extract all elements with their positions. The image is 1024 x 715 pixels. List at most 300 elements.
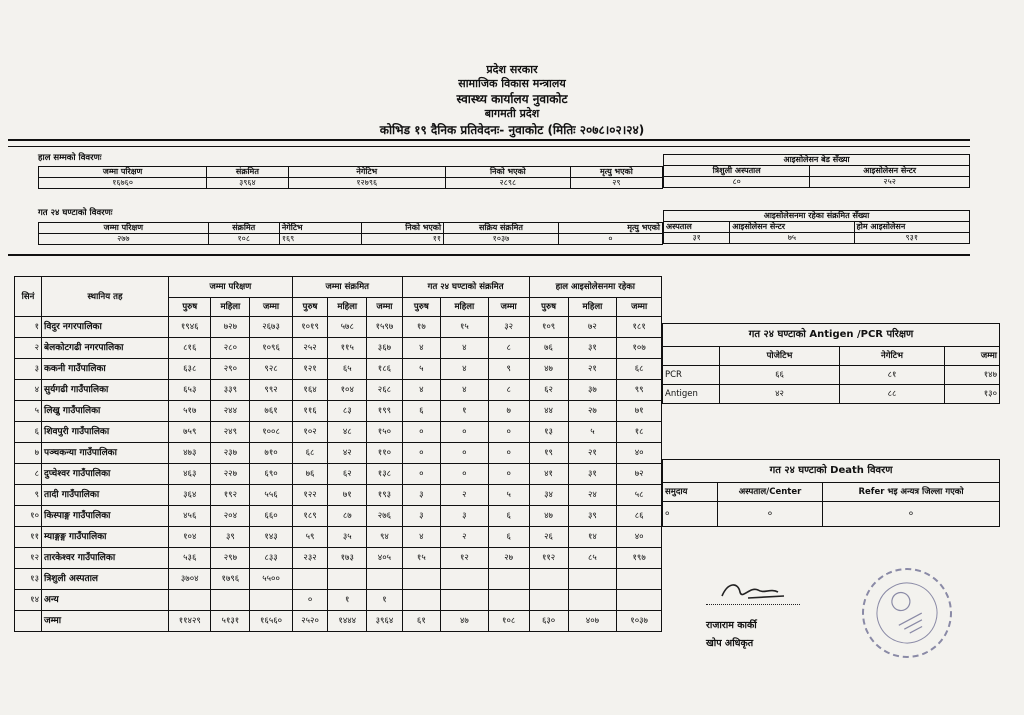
value-cell: १०९६ (250, 338, 292, 359)
value-cell: ८१ (839, 366, 944, 385)
value-cell: ४१ (529, 464, 568, 485)
value-cell: १८१ (617, 317, 662, 338)
value-cell: ८ (488, 338, 529, 359)
sn-cell: १ (15, 317, 42, 338)
value-cell: २ (440, 485, 488, 506)
value-cell: ४ (402, 338, 440, 359)
row-label: PCR (663, 366, 720, 385)
signatory-designation: खोप अधिकृत (706, 638, 754, 649)
total-value-cell: ५१३१ (211, 611, 250, 632)
value-cell (568, 590, 617, 611)
blank-header (663, 347, 720, 366)
value-cell: १९३ (367, 485, 403, 506)
value-cell: १९४६ (169, 317, 211, 338)
value-cell: ४ (402, 380, 440, 401)
value-cell: ८५ (568, 548, 617, 569)
value-cell: ४७ (529, 359, 568, 380)
total-row (15, 611, 662, 632)
value-cell: १७ (402, 317, 440, 338)
value-cell: ४२ (720, 385, 840, 404)
value-cell: ४२ (328, 443, 367, 464)
table-row (15, 527, 662, 548)
value-cell: ३५ (328, 527, 367, 548)
value-cell: ० (292, 590, 328, 611)
value-cell: १४७ (945, 366, 1000, 385)
value-cell: ५ (568, 422, 617, 443)
sn-cell: १२ (15, 548, 42, 569)
value-cell: ६६० (250, 506, 292, 527)
value-cell: २६८ (367, 380, 403, 401)
value-cell: ६ (488, 527, 529, 548)
sn-cell: ५ (15, 401, 42, 422)
value-cell: १५९७ (367, 317, 403, 338)
value-cell: ११६ (292, 401, 328, 422)
sn-cell: ९ (15, 485, 42, 506)
table-row (15, 338, 662, 359)
summary-total-label: हाल सम्मको विवरणः (38, 153, 102, 163)
value-cell: ७१ (617, 401, 662, 422)
value-cell: २७६ (367, 506, 403, 527)
sn-cell: ११ (15, 527, 42, 548)
value-cell: ८६ (617, 506, 662, 527)
col-header: जम्मा परिक्षण (39, 223, 209, 234)
stamp-emblem-icon (849, 555, 965, 671)
value-cell: २२७ (211, 464, 250, 485)
value-cell: ५५०० (250, 569, 292, 590)
value-cell: ० (440, 443, 488, 464)
value-cell: ३९ (568, 506, 617, 527)
value-cell: ३३९ (211, 380, 250, 401)
value-cell (328, 569, 367, 590)
value-cell: १८ (617, 422, 662, 443)
table-row (15, 380, 662, 401)
sn-cell (15, 611, 42, 632)
value-cell: ३६४ (169, 485, 211, 506)
value-cell: ० (488, 422, 529, 443)
value-cell: ३१ (568, 464, 617, 485)
value-cell: १७९६ (211, 569, 250, 590)
value-cell: ७५ (730, 233, 854, 244)
col-header: मृत्यु भएको (570, 167, 662, 178)
value-cell: ३१ (664, 233, 730, 244)
isolation-bed-title: आइसोलेसन बेड सँख्या (664, 155, 970, 166)
table-row (15, 485, 662, 506)
value-cell: ३ (440, 506, 488, 527)
value-cell (617, 590, 662, 611)
value-cell: १४ (568, 527, 617, 548)
local-level-name: ककनी गाउँपालिका (42, 359, 169, 380)
value-cell: ८१६ (169, 338, 211, 359)
value-cell: २९० (211, 359, 250, 380)
col-header: होम आइसोलेसन (854, 222, 969, 233)
value-cell (617, 569, 662, 590)
value-cell: ४७३ (169, 443, 211, 464)
report-title: कोभिड १९ दैनिक प्रतिवेदनः- नुवाकोट (मितिः २०७८।०२।२४) (379, 123, 645, 137)
value-cell: ९९ (617, 380, 662, 401)
local-level-table (14, 276, 662, 632)
value-cell: ० (402, 422, 440, 443)
value-cell: ६२ (328, 464, 367, 485)
col-header: समुदाय (663, 483, 718, 502)
col-header: जम्मा परिक्षण (39, 167, 207, 178)
value-cell: २४ (568, 485, 617, 506)
value-cell: ३४ (529, 485, 568, 506)
value-cell: २८० (211, 338, 250, 359)
value-cell: २५२ (292, 338, 328, 359)
col-header: अस्पताल (664, 222, 730, 233)
value-cell: १२७९६ (288, 178, 445, 189)
row-label: Antigen (663, 385, 720, 404)
sn-cell: १० (15, 506, 42, 527)
value-cell: २६७३ (250, 317, 292, 338)
sub-header: जम्मा (250, 298, 292, 317)
value-cell: ६३८ (169, 359, 211, 380)
value-cell: ३ (402, 485, 440, 506)
local-level-name: लिखु गाउँपालिका (42, 401, 169, 422)
local-level-name: तादी गाउँपालिका (42, 485, 169, 506)
sub-header: जम्मा (367, 298, 403, 317)
value-cell: ६२ (529, 380, 568, 401)
value-cell: ५८ (617, 485, 662, 506)
value-cell (529, 569, 568, 590)
col-header: नेगेटिभ (279, 223, 361, 234)
value-cell: १०२ (292, 422, 328, 443)
value-cell (488, 590, 529, 611)
antigen-pcr-title: गत २४ घण्टाको Antigen /PCR परिक्षण (663, 324, 1000, 347)
value-cell: ८७ (328, 506, 367, 527)
value-cell: १ (440, 401, 488, 422)
sub-header: महिला (328, 298, 367, 317)
table-row (15, 317, 662, 338)
value-cell: १५० (367, 422, 403, 443)
value-cell: १५ (402, 548, 440, 569)
signature-scribble (718, 578, 788, 606)
value-cell: ३६७ (367, 338, 403, 359)
value-cell: ५ (488, 485, 529, 506)
value-cell: ३ (402, 506, 440, 527)
value-cell (402, 590, 440, 611)
local-level-name: म्याङ्गङ्ग गाउँपालिका (42, 527, 169, 548)
signature-line (706, 604, 800, 605)
value-cell: ७१० (250, 443, 292, 464)
value-cell: १३ (529, 422, 568, 443)
sn-cell: २ (15, 338, 42, 359)
value-cell: ७ (488, 401, 529, 422)
value-cell: १९ (529, 443, 568, 464)
sn-cell: ७ (15, 443, 42, 464)
sn-cell: ४ (15, 380, 42, 401)
value-cell: २८९८ (445, 178, 570, 189)
value-cell: २५२ (810, 177, 970, 188)
value-cell: ३९६४ (207, 178, 288, 189)
local-level-name: पञ्चकन्या गाउँपालिका (42, 443, 169, 464)
table-row (15, 422, 662, 443)
value-cell: ९२८ (250, 359, 292, 380)
value-cell: ४६३ (169, 464, 211, 485)
value-cell: ४० (617, 443, 662, 464)
summary-24h-label: गत २४ घण्टाको विवरणः (38, 208, 113, 218)
value-cell: ११५ (328, 338, 367, 359)
group-header-infected: जम्मा संक्रमित (292, 277, 402, 298)
col-header: मृत्यु भएको (558, 223, 662, 234)
value-cell: ४ (440, 359, 488, 380)
col-header: आइसोलेसन सेन्टर (810, 166, 970, 177)
col-header: आइसोलेसन सेन्टर (730, 222, 854, 233)
value-cell: १०१९ (292, 317, 328, 338)
value-cell: ० (488, 464, 529, 485)
value-cell: ४ (440, 338, 488, 359)
local-level-name: शिवपुरी गाउँपालिका (42, 422, 169, 443)
group-header-tests: जम्मा परिक्षण (169, 277, 293, 298)
value-cell (402, 569, 440, 590)
value-cell: ८८ (839, 385, 944, 404)
value-cell: १०७ (617, 338, 662, 359)
value-cell: ३१ (568, 338, 617, 359)
value-cell: २ (440, 527, 488, 548)
value-cell: ७२७ (211, 317, 250, 338)
col-header: संक्रमित (207, 167, 288, 178)
title-rule (8, 139, 970, 141)
value-cell: १४३ (250, 527, 292, 548)
col-header: त्रिशुली अस्पताल (664, 166, 810, 177)
antigen-pcr-table (662, 323, 1000, 404)
isolation-count-table (663, 210, 970, 244)
summary-total-table (38, 166, 663, 189)
sn-cell: ६ (15, 422, 42, 443)
value-cell: १०४ (328, 380, 367, 401)
value-cell (367, 569, 403, 590)
col-header: नेगेटिभ (839, 347, 944, 366)
death-table (662, 459, 1000, 527)
value-cell: १८९ (292, 506, 328, 527)
value-cell: २३२ (292, 548, 328, 569)
value-cell: २४९ (211, 422, 250, 443)
table-row (15, 590, 662, 611)
value-cell: १०३७ (444, 234, 559, 245)
col-header: अस्पताल/Center (718, 483, 823, 502)
value-cell: १००८ (250, 422, 292, 443)
value-cell: १३० (945, 385, 1000, 404)
value-cell: ४० (617, 527, 662, 548)
value-cell: १८६ (367, 359, 403, 380)
value-cell: ० (823, 502, 1000, 527)
value-cell: ६८ (617, 359, 662, 380)
total-value-cell: ४७ (440, 611, 488, 632)
value-cell: ४८ (328, 422, 367, 443)
value-cell: १३८ (367, 464, 403, 485)
table-row (15, 464, 662, 485)
value-cell: ३७ (568, 380, 617, 401)
summary-24h-table (38, 222, 663, 245)
table-row (15, 548, 662, 569)
total-value-cell: ६३० (529, 611, 568, 632)
value-cell: २९७ (211, 548, 250, 569)
value-cell: २३७ (211, 443, 250, 464)
value-cell: २६ (529, 527, 568, 548)
value-cell: १२ (440, 548, 488, 569)
value-cell: ० (402, 464, 440, 485)
total-value-cell: ३९६४ (367, 611, 403, 632)
value-cell: ० (558, 234, 662, 245)
value-cell (211, 590, 250, 611)
value-cell: ७६ (292, 464, 328, 485)
sub-header: जम्मा (488, 298, 529, 317)
value-cell: ५१७ (169, 401, 211, 422)
value-cell: १ (367, 590, 403, 611)
value-cell: ७६१ (250, 401, 292, 422)
value-cell: ८३३ (250, 548, 292, 569)
value-cell: ६६ (720, 366, 840, 385)
value-cell: ६ (402, 401, 440, 422)
isolation-count-title: आइसोलेसनमा रहेका संक्रमित सँख्या (664, 211, 970, 222)
value-cell: ७२ (568, 317, 617, 338)
value-cell: १९७ (617, 548, 662, 569)
value-cell: ० (440, 422, 488, 443)
sn-cell: १३ (15, 569, 42, 590)
sub-header: महिला (211, 298, 250, 317)
total-value-cell: १४४४ (328, 611, 367, 632)
value-cell: २७ (568, 401, 617, 422)
local-level-name: दुप्चेश्वर गाउँपालिका (42, 464, 169, 485)
sub-header: जम्मा (617, 298, 662, 317)
value-cell (250, 590, 292, 611)
value-cell: ९९२ (250, 380, 292, 401)
value-cell: ६८ (292, 443, 328, 464)
col-header: निको भएको (445, 167, 570, 178)
value-cell: ० (718, 502, 823, 527)
value-cell: १०८ (208, 234, 279, 245)
value-cell: ११० (367, 443, 403, 464)
value-cell: २७७ (39, 234, 209, 245)
col-header: निको भएको (361, 223, 443, 234)
col-header: संक्रमित (208, 223, 279, 234)
header-office: स्वास्थ्य कार्यालय नुवाकोट (456, 92, 568, 106)
value-cell: ० (402, 443, 440, 464)
header-province: बागमती प्रदेश (484, 107, 540, 120)
value-cell (169, 590, 211, 611)
sn-cell: ८ (15, 464, 42, 485)
sn-cell: ३ (15, 359, 42, 380)
value-cell (568, 569, 617, 590)
value-cell: १२२ (292, 485, 328, 506)
local-level-name: विदुर नगरपालिका (42, 317, 169, 338)
total-value-cell: ४०७ (568, 611, 617, 632)
value-cell: ७२ (617, 464, 662, 485)
death-title: गत २४ घण्टाको Death विवरण (663, 460, 1000, 483)
local-level-name: तारकेश्वर गाउँपालिका (42, 548, 169, 569)
value-cell (529, 590, 568, 611)
table-row (15, 401, 662, 422)
value-cell: ५५६ (250, 485, 292, 506)
value-cell: ३९ (211, 527, 250, 548)
title-rule-2 (8, 146, 970, 147)
sub-header: पुरुष (529, 298, 568, 317)
col-header: जम्मा (945, 347, 1000, 366)
value-cell: १२१ (292, 359, 328, 380)
value-cell: ५९ (292, 527, 328, 548)
value-cell: ० (663, 502, 718, 527)
isolation-bed-table (663, 154, 970, 188)
value-cell: ३२ (488, 317, 529, 338)
value-cell: ९४ (367, 527, 403, 548)
value-cell: २७ (488, 548, 529, 569)
value-cell: २१ (568, 359, 617, 380)
value-cell: ५३६ (169, 548, 211, 569)
col-header: Refer भइ अन्यत्र जिल्ला गएको (823, 483, 1000, 502)
value-cell: ७६ (529, 338, 568, 359)
total-value-cell: ११४२९ (169, 611, 211, 632)
value-cell: १५ (440, 317, 488, 338)
total-value-cell: २५२० (292, 611, 328, 632)
value-cell: १०४ (169, 527, 211, 548)
value-cell: २९ (570, 178, 662, 189)
value-cell: २४४ (211, 401, 250, 422)
local-level-name: बेलकोटगढी नगरपालिका (42, 338, 169, 359)
value-cell: ६५ (328, 359, 367, 380)
value-cell: ११ (361, 234, 443, 245)
sub-header: महिला (568, 298, 617, 317)
sub-header: पुरुष (402, 298, 440, 317)
sub-header: महिला (440, 298, 488, 317)
value-cell: ७१ (328, 485, 367, 506)
table-row (15, 506, 662, 527)
value-cell: ९३१ (854, 233, 969, 244)
value-cell (488, 569, 529, 590)
sn-cell: १४ (15, 590, 42, 611)
value-cell: ४७ (529, 506, 568, 527)
value-cell: १९९ (367, 401, 403, 422)
value-cell: ५ (402, 359, 440, 380)
value-cell: १६४ (292, 380, 328, 401)
total-value-cell: १६५६० (250, 611, 292, 632)
value-cell (440, 590, 488, 611)
value-cell (292, 569, 328, 590)
value-cell: ४०५ (367, 548, 403, 569)
value-cell: ६५३ (169, 380, 211, 401)
local-level-name: किस्पाङ्ग गाउँपालिका (42, 506, 169, 527)
col-header: नेगेटिभ (288, 167, 445, 178)
sn-header: सिनं (15, 277, 42, 317)
total-value-cell: ६१ (402, 611, 440, 632)
value-cell: ० (488, 443, 529, 464)
value-cell: ५७८ (328, 317, 367, 338)
table-row (15, 359, 662, 380)
col-header: पोजेटिभ (720, 347, 840, 366)
table-row (15, 569, 662, 590)
local-level-name: त्रिशुली अस्पताल (42, 569, 169, 590)
value-cell: ० (440, 464, 488, 485)
value-cell: ९ (488, 359, 529, 380)
group-header-isolation: हाल आइसोलेसनमा रहेका (529, 277, 661, 298)
value-cell: ८ (488, 380, 529, 401)
value-cell: ११२ (529, 548, 568, 569)
sub-header: पुरुष (292, 298, 328, 317)
value-cell: ३७०४ (169, 569, 211, 590)
value-cell: ४५६ (169, 506, 211, 527)
value-cell: १०९ (529, 317, 568, 338)
section-rule (8, 254, 970, 256)
value-cell (440, 569, 488, 590)
value-cell: ४ (402, 527, 440, 548)
total-value-cell: १०८ (488, 611, 529, 632)
total-value-cell: १०३७ (617, 611, 662, 632)
header-ministry: सामाजिक विकास मन्त्रालय (458, 77, 566, 90)
value-cell: २०४ (211, 506, 250, 527)
local-level-name: सुर्यगढी गाउँपालिका (42, 380, 169, 401)
total-label: जम्मा (42, 611, 169, 632)
value-cell: १ (328, 590, 367, 611)
value-cell: १९२ (211, 485, 250, 506)
